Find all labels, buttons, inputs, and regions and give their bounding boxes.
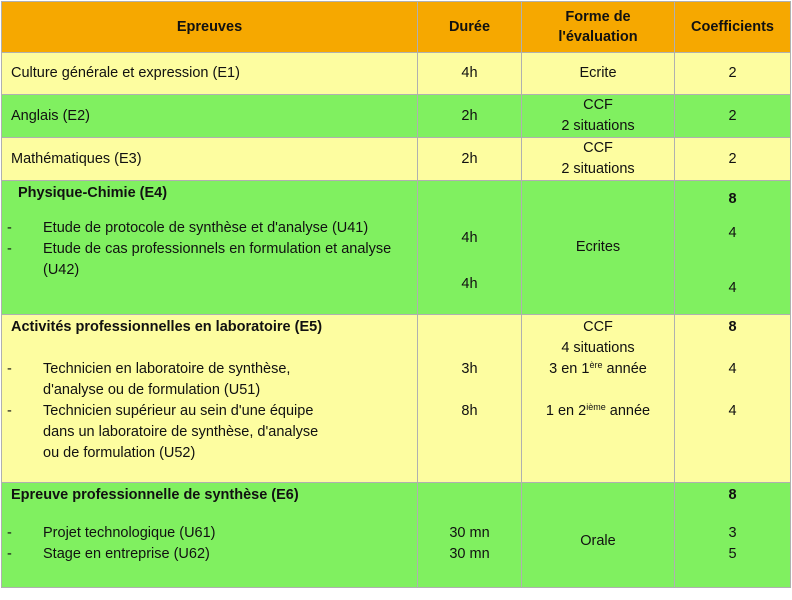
coef-e6: 8 3 5 bbox=[675, 483, 791, 588]
epreuve-e6 bbox=[2, 483, 418, 588]
epreuve-e2: Anglais (E2) bbox=[2, 95, 418, 138]
e6-item-u62: - Stage en entreprise (U62) bbox=[7, 546, 210, 562]
epreuve-e1: Culture générale et expression (E1) bbox=[2, 53, 418, 95]
row-e1 bbox=[2, 53, 791, 95]
epreuve-e3: Mathématiques (E3) bbox=[2, 138, 418, 181]
row-e5 bbox=[2, 315, 791, 483]
forme-e2: CCF 2 situations bbox=[522, 95, 675, 138]
header-coefficients: Coefficients bbox=[675, 2, 791, 53]
forme-e6: Orale bbox=[522, 483, 675, 588]
header-forme: Forme de l'évaluation bbox=[522, 2, 675, 53]
duree-e2: 2h bbox=[418, 95, 522, 138]
epreuve-e4 bbox=[2, 181, 418, 315]
header-row bbox=[2, 2, 791, 53]
forme-e5: CCF 4 situations 3 en 1ère année 1 en 2ième année bbox=[522, 315, 675, 483]
duree-e4: 4h 4h bbox=[418, 181, 522, 315]
e6-item-u61: - Projet technologique (U61) bbox=[7, 525, 216, 541]
row-e6 bbox=[2, 483, 791, 588]
forme-e4: Ecrites bbox=[522, 181, 675, 315]
e5-item-u51: - Technicien en laboratoire de synthèse, d'analyse ou de formulation (U51) bbox=[7, 361, 291, 398]
coef-e2: 2 bbox=[675, 95, 791, 138]
epreuve-e5 bbox=[2, 315, 418, 483]
duree-e1: 4h bbox=[418, 53, 522, 95]
e5-item-u52: - Technicien supérieur au sein d'une équipe dans un laboratoire de synthèse, d'analyse ou de formulation (U52) bbox=[7, 403, 319, 461]
epreuves-table bbox=[1, 1, 791, 588]
duree-e3: 2h bbox=[418, 138, 522, 181]
coef-e1: 2 bbox=[675, 53, 791, 95]
e4-title: Physique-Chimie (E4) bbox=[18, 185, 168, 201]
row-e4 bbox=[2, 181, 791, 315]
forme-e1: Ecrite bbox=[522, 53, 675, 95]
duree-e5: 3h 8h bbox=[418, 315, 522, 483]
e4-item-u41: - Etude de protocole de synthèse et d'analyse (U41) bbox=[7, 220, 369, 236]
header-epreuves: Epreuves bbox=[2, 2, 418, 53]
duree-e6: 30 mn 30 mn bbox=[418, 483, 522, 588]
e4-item-u42: - Etude de cas professionnels en formulation et analyse (U42) bbox=[7, 241, 392, 278]
row-e2 bbox=[2, 95, 791, 138]
row-e3 bbox=[2, 138, 791, 181]
forme-e5-u51: 3 en 1ère année bbox=[549, 360, 647, 377]
header-duree: Durée bbox=[418, 2, 522, 53]
coef-e4: 8 4 4 bbox=[675, 181, 791, 315]
e6-title: Epreuve professionnelle de synthèse (E6) bbox=[11, 487, 299, 503]
forme-e3: CCF 2 situations bbox=[522, 138, 675, 181]
e5-title: Activités professionnelles en laboratoire (E5) bbox=[11, 319, 323, 335]
coef-e3: 2 bbox=[675, 138, 791, 181]
coef-e5: 8 4 4 bbox=[675, 315, 791, 483]
forme-e5-u52: 1 en 2ième année bbox=[545, 402, 651, 419]
